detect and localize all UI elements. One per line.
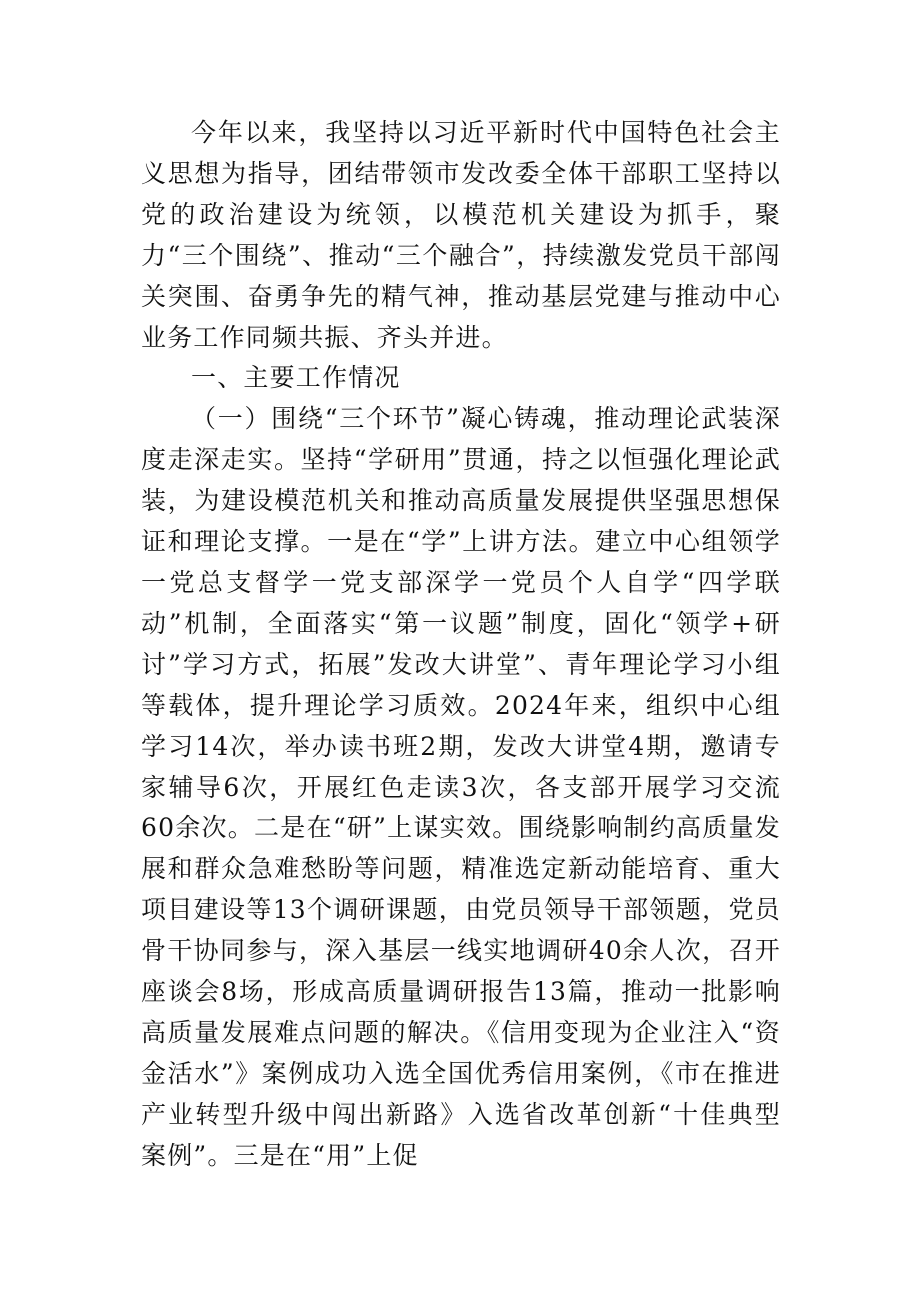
section-heading: 一、主要工作情况 [191,363,401,393]
document-body [141,113,781,1177]
intro-paragraph: 今年以来，我坚持以习近平新时代中国特色社会主义思想为指导，团结带领市发改委全体干部职工坚持以党的政治建设为统领，以模范机关建设为抓手，聚力“三个围绕”、推动“三个融合”，持续激发党员干部闯关突围、奋勇争先的精气神，推动基层党建与推动中心业务工作同频共振、齐头并进。 [141,118,781,352]
subsection-paragraph: （一）围绕“三个环节”凝心铸魂，推动理论武装深度走深走实。坚持“学研用”贯通，持之以恒强化理论武装，为建设模范机关和推动高质量发展提供坚强思想保证和理论支撑。一是在“学”上讲方法。建立中心组领学一党总支督学一党支部深学一党员个人自学“四学联动”机制，全面落实“第一议题”制度，固化“领学+研讨”学习方式，拓展”发改大讲堂”、青年理论学习小组等载体，提升理论学习质效。2024年来，组织中心组学习14次，举办读书班2期，发改大讲堂4期，邀请专家辅导6次，开展红色走读3次，各支部开展学习交流60余次。二是在“研”上谋实效。围绕影响制约高质量发展和群众急难愁盼等问题，精准选定新动能培育、重大项目建设等13个调研课题，由党员领导干部领题，党员骨干协同参与，深入基层一线实地调研40余人次，召开座谈会8场，形成高质量调研报告13篇，推动一批影响高质量发展难点问题的解决。《信用变现为企业注入“资金活水”》案例成功入选全国优秀信用案例，《市在推进产业转型升级中闯出新路》入选省改革创新“十佳典型案例”。三是在“用”上促 [141,404,781,1170]
